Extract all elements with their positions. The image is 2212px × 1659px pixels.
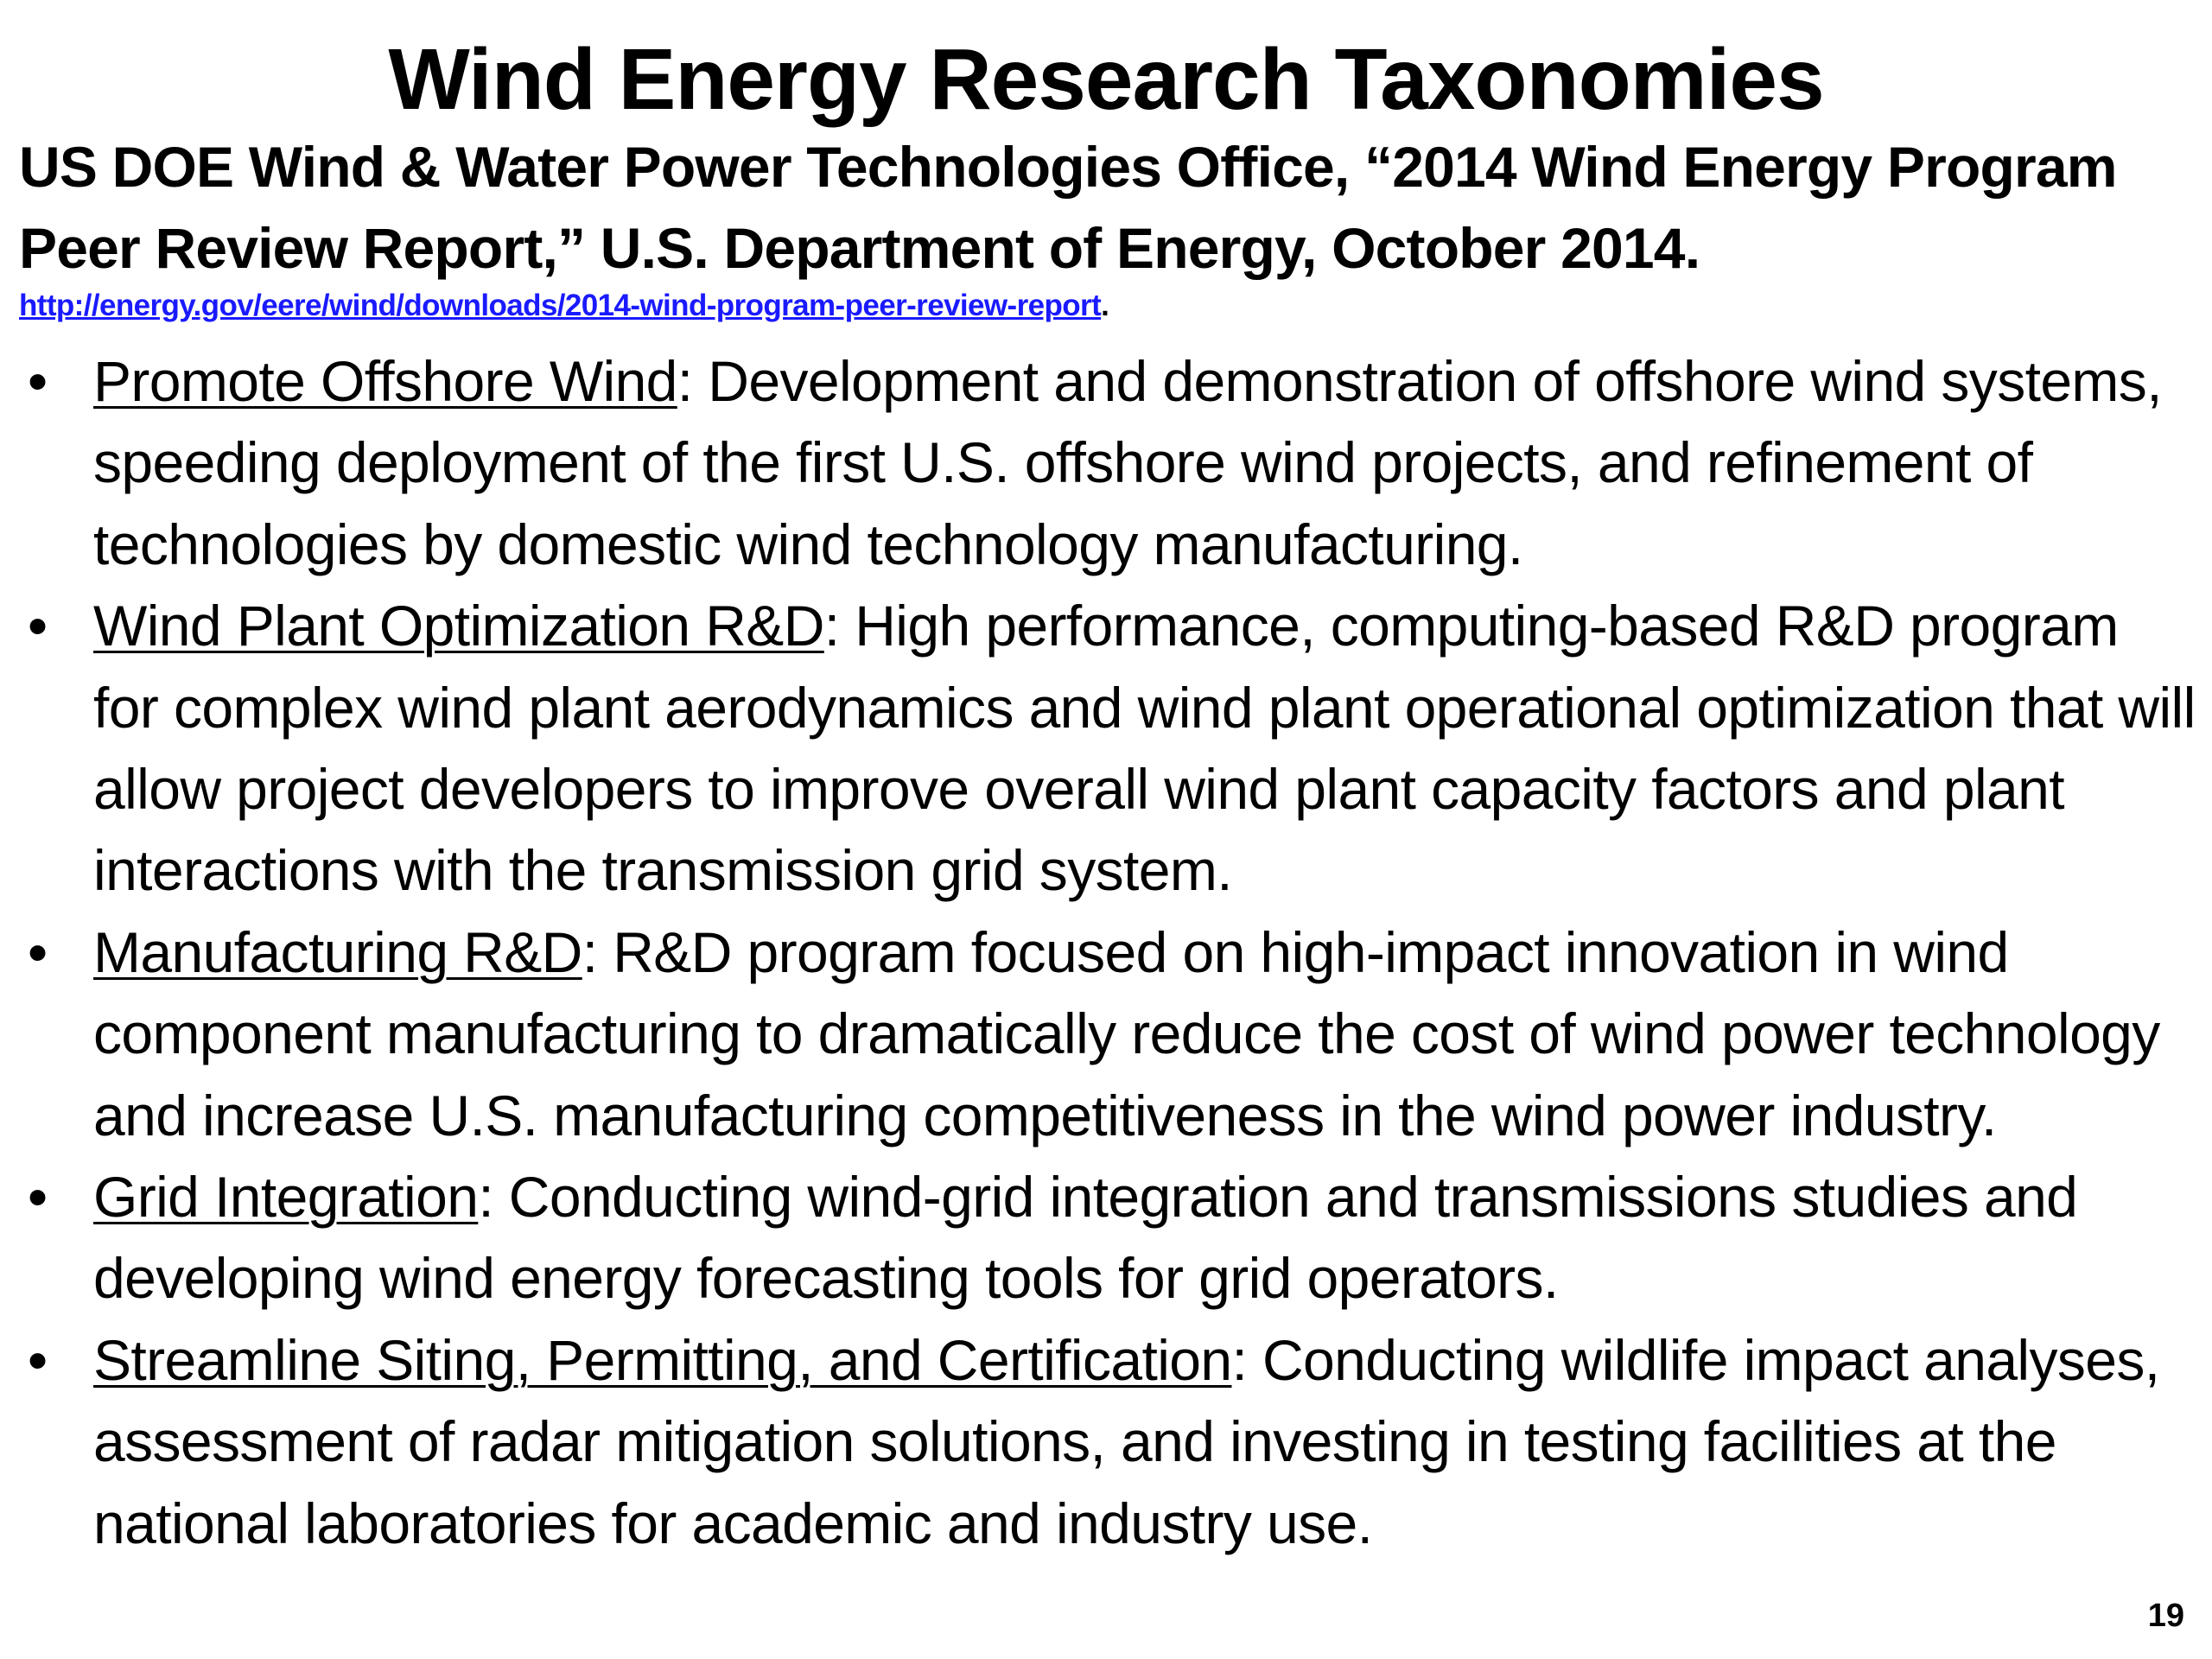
bullet-dot-icon: • [28,349,48,413]
bullet-term: Manufacturing R&D [93,919,582,984]
bullet-text: : Conducting wildlife impact analyses, assessment of radar mitigation solutions, and investing in testing facilities at the national laboratories for academic and industry use. [93,1327,2160,1555]
taxonomy-bullet-list [19,340,2196,1564]
bullet-dot-icon: • [28,1165,48,1230]
bullet-term: Grid Integration [93,1165,479,1230]
bullet-term: Wind Plant Optimization R&D [93,594,824,658]
bullet-dot-icon: • [28,919,48,984]
bullet-dot-icon: • [28,1327,48,1392]
bullet-dot-icon: • [28,594,48,658]
bullet-item-wind-plant-optimization [19,585,2196,912]
bullet-item-grid-integration [19,1156,2196,1319]
bullet-term: Streamline Siting, Permitting, and Certification [93,1327,1232,1392]
report-link[interactable]: http://energy.gov/eere/wind/downloads/2014-wind-program-peer-review-report [19,289,1102,322]
bullet-text: : Development and demonstration of offshore wind systems, speeding deployment of the first U.S. offshore wind projects, and refinement of technologies by domestic wind technology manufacturing. [93,349,2162,576]
slide-title: Wind Energy Research Taxonomies [388,31,1824,128]
bullet-item-manufacturing [19,912,2196,1156]
link-trailing-period: . [1101,289,1109,322]
bullet-text: : High performance, computing-based R&D program for complex wind plant aerodynamics and wind plant operational optimization that will allow project developers to improve overall wind plant capacity factors and plant interactions with the transmission grid system. [93,594,2196,903]
bullet-item-offshore-wind [19,340,2196,585]
citation-link-line [19,287,1109,325]
citation-text: US DOE Wind & Water Power Technologies Office, “2014 Wind Energy Program Peer Review Report,” U.S. Department of Energy, October 2014. [19,135,2117,280]
bullet-item-siting-permitting [19,1319,2196,1564]
bullet-text: : Conducting wind-grid integration and transmissions studies and developing wind energy forecasting tools for grid operators. [93,1165,2078,1311]
bullet-term: Promote Offshore Wind [93,349,677,413]
page-number: 19 [2147,1598,2184,1634]
bullet-text: : R&D program focused on high-impact innovation in wind component manufacturing to dramatically reduce the cost of wind power technology and increase U.S. manufacturing competitiveness in the wind power industry. [93,919,2160,1147]
